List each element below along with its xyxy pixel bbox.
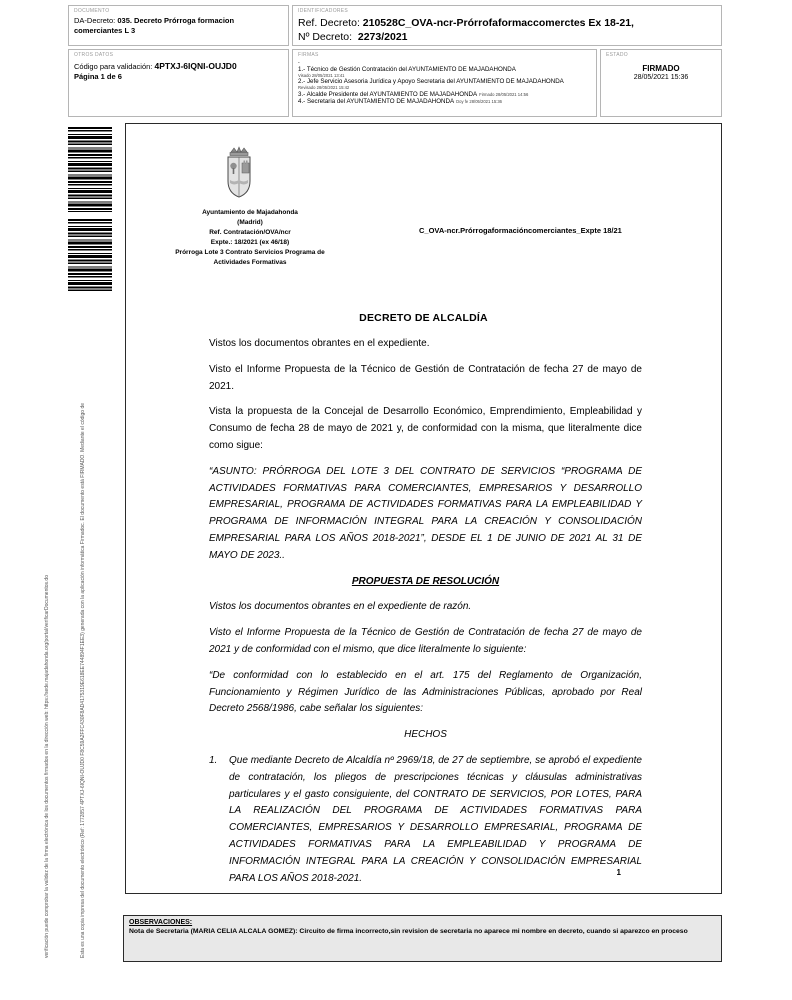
codigo-validacion-label: Código para validación:: [74, 62, 153, 71]
verification-text-line1: Esta es una copia impresa del documento electrónico (Ref: 1772857 4PTXJ-6IQNI-OUJD0 F8C59A2FFC430F8AD4175319E618EE744894F1EE3) generada con la aplicación informática Firmadoc. El documento está FIRMADO. Mediante el código de: [80, 402, 86, 958]
ref-decreto-value: 210528C_OVA-ncr-Prórrofaformaccomerctes Ex 18-21,: [362, 17, 634, 29]
barcode-icon: [68, 127, 112, 212]
documento-field-label: DA-Decreto:: [74, 16, 116, 25]
num-decreto-line: [298, 30, 716, 44]
letterhead-line: Ayuntamiento de Majadahonda: [202, 209, 298, 216]
documento-field-value: 035. Decreto Prórroga formacion comerciantes L 3: [74, 16, 235, 36]
estado-datetime: 28/05/2021 15:36: [633, 74, 689, 81]
paragraph: Vistos los documentos obrantes en el expediente de razón.: [209, 601, 472, 613]
estado-label: ESTADO: [606, 52, 628, 58]
header-box-identificadores: [292, 5, 722, 46]
observaciones-note: Nota de Secretaria (MARIA CELIA ALCALA GOMEZ): Circuito de firma incorrecto,sin revision de secretaria no aparece mi nombre en decreto, cuando si aparezco en proceso: [129, 928, 688, 935]
heading-hechos: HECHOS: [404, 729, 447, 741]
page-title: DECRETO DE ALCALDÍA: [359, 312, 488, 324]
firma-2-status: Revisado 28/05/2021 15:42: [298, 85, 350, 91]
paragraph: Visto el Informe Propuesta de la Técnico de Gestión de Contratación de fecha 27 de mayo de 2021 y de conformidad con el mismo, que dice literalmente lo siguiente:: [209, 627, 642, 655]
document-page: [125, 123, 722, 894]
letterhead-line: Actividades Formativas: [213, 259, 287, 267]
numbered-item-1: [209, 753, 642, 887]
item-text: Que mediante Decreto de Alcaldía nº 2969/18, de 27 de septiembre, se aprobó el expediente de contratación, los pliegos de prescripciones técnicas y cláusulas administrativas particulares y el gasto consiguiente, del CONTRATO DE SERVICIOS, POR LOTES, PARA LA REALIZACIÓN DEL PROGRAMA DE ACTIVIDADES FORMATIVAS PARA COMERCIANTES, EMPRESARIOS Y DESARROLLO EMPRESARIAL, PROGRAMA DE ACTIVIDADES FORMATIVAS PARA LA EMPLEABILIDAD Y PROGRAMA DE INFORMACIÓN INTEGRAL PARA LA CREACIÓN Y CONSOLIDACIÓN EMPRESARIAL PARA LOS AÑOS 2018-2021.: [229, 754, 642, 884]
page-number: 1: [616, 868, 621, 877]
firma-3-status: Firmado 28/05/2021 14:56: [479, 91, 529, 97]
ref-decreto-label: Ref. Decreto:: [298, 17, 360, 29]
expediente-reference: C_OVA-ncr.Prórrogaformacióncomerciantes_Expte 18/21: [419, 226, 622, 235]
letterhead-line: (Madrid): [237, 219, 263, 227]
paragraph: Vista la propuesta de la Concejal de Desarrollo Económico, Emprendimiento, Empleabilidad y Consumo de fecha 28 de mayo de 2021 y, de conformidad con la misma, que literalmente dice como sigue:: [209, 406, 642, 451]
header-box-estado: [600, 49, 722, 117]
item-number: 1.: [209, 754, 218, 766]
num-decreto-value: 2273/2021: [357, 31, 408, 44]
num-decreto-label: Nº Decreto:: [298, 31, 353, 44]
firma-1-status: Visado 28/05/2021 13:41: [298, 72, 345, 78]
firma-item-3: [298, 91, 591, 99]
identificadores-label: IDENTIFICADORES: [298, 8, 349, 14]
ref-decreto-line: [298, 16, 716, 30]
header-box-firmas: [292, 49, 597, 117]
document-body: [209, 336, 642, 896]
firma-4-status: Doy fe 28/05/2021 15:36: [456, 99, 502, 105]
header-box-otros-datos: [68, 49, 289, 117]
header-box-documento: [68, 5, 289, 46]
observaciones-title: OBSERVACIONES:: [129, 919, 193, 926]
documento-field: [74, 16, 264, 36]
firmas-dash: -: [298, 60, 300, 66]
paragraph: “De conformidad con lo establecido en el art. 175 del Reglamento de Organización, Funcionamiento y Régimen Jurídico de las Administraciones Públicas, aprobado por Real Decreto 2568/1986, cabe señalar los siguientes:: [209, 669, 642, 715]
letterhead-line: Expte.: 18/2021 (ex 46/18): [210, 239, 290, 247]
firma-2-title: 2.- Jefe Servicio Asesoria Jurídica y Apoyo Secretaria del AYUNTAMIENTO DE MAJADAHONDA: [298, 78, 564, 86]
firma-4-title: 4.- Secretaria del AYUNTAMIENTO DE MAJADAHONDA: [298, 98, 455, 106]
heading-propuesta-resolucion: PROPUESTA DE RESOLUCIÓN: [351, 575, 500, 587]
letterhead-line: Prórroga Lote 3 Contrato Servicios Programa de: [175, 249, 325, 257]
letterhead: [154, 208, 346, 268]
verification-text-line2: verificación puede comprobar la validez de la firma electrónica de los documentos firmados en la dirección web: https://sede.majadahonda.org/portal/verificarDocumentos.do: [44, 575, 50, 958]
firmas-label: FIRMAS: [298, 52, 319, 58]
paragraph: Vistos los documentos obrantes en el expediente.: [209, 338, 430, 349]
codigo-validacion-value: 4PTXJ-6IQNI-OUJD0: [154, 61, 237, 71]
barcode-icon: [68, 219, 112, 293]
firma-item-4: [298, 98, 591, 106]
codigo-validacion-line: [74, 61, 283, 71]
paragraph-asunto: “ASUNTO: PRÓRROGA DEL LOTE 3 DEL CONTRATO DE SERVICIOS “PROGRAMA DE ACTIVIDADES FORMATIVAS PARA COMERCIANTES, EMPRESARIOS Y DESARROLLO EMPRESARIAL, PROGRAMA DE ACTIVIDADES FORMATIVAS PARA LA EMPLEABILIDAD Y PROGRAMA DE INFORMACIÓN INTEGRAL PARA LA CREACIÓN Y CONSOLIDACIÓN EMPRESARIAL PARA LOS AÑOS 2018-2021”, DESDE EL 1 DE JUNIO DE 2021 AL 31 DE MAYO DE 2023..: [209, 465, 642, 561]
estado-status-badge: FIRMADO: [642, 64, 680, 73]
firma-1-title: 1.- Técnico de Gestión Contratación del AYUNTAMIENTO DE MAJADAHONDA: [298, 66, 516, 73]
firma-3-title: 3.- Alcalde Presidente del AYUNTAMIENTO DE MAJADAHONDA: [298, 90, 478, 98]
paragraph: Visto el Informe Propuesta de la Técnico de Gestión de Contratación de fecha 27 de mayo de 2021.: [209, 363, 642, 392]
coat-of-arms-icon: [222, 146, 256, 204]
pagina-indicator: Página 1 de 6: [74, 72, 122, 81]
otros-datos-label: OTROS DATOS: [74, 52, 114, 58]
documento-label: DOCUMENTO: [74, 8, 110, 14]
letterhead-line: Ref. Contratación/OVA/ncr: [209, 229, 291, 237]
observaciones-box: [123, 915, 722, 962]
